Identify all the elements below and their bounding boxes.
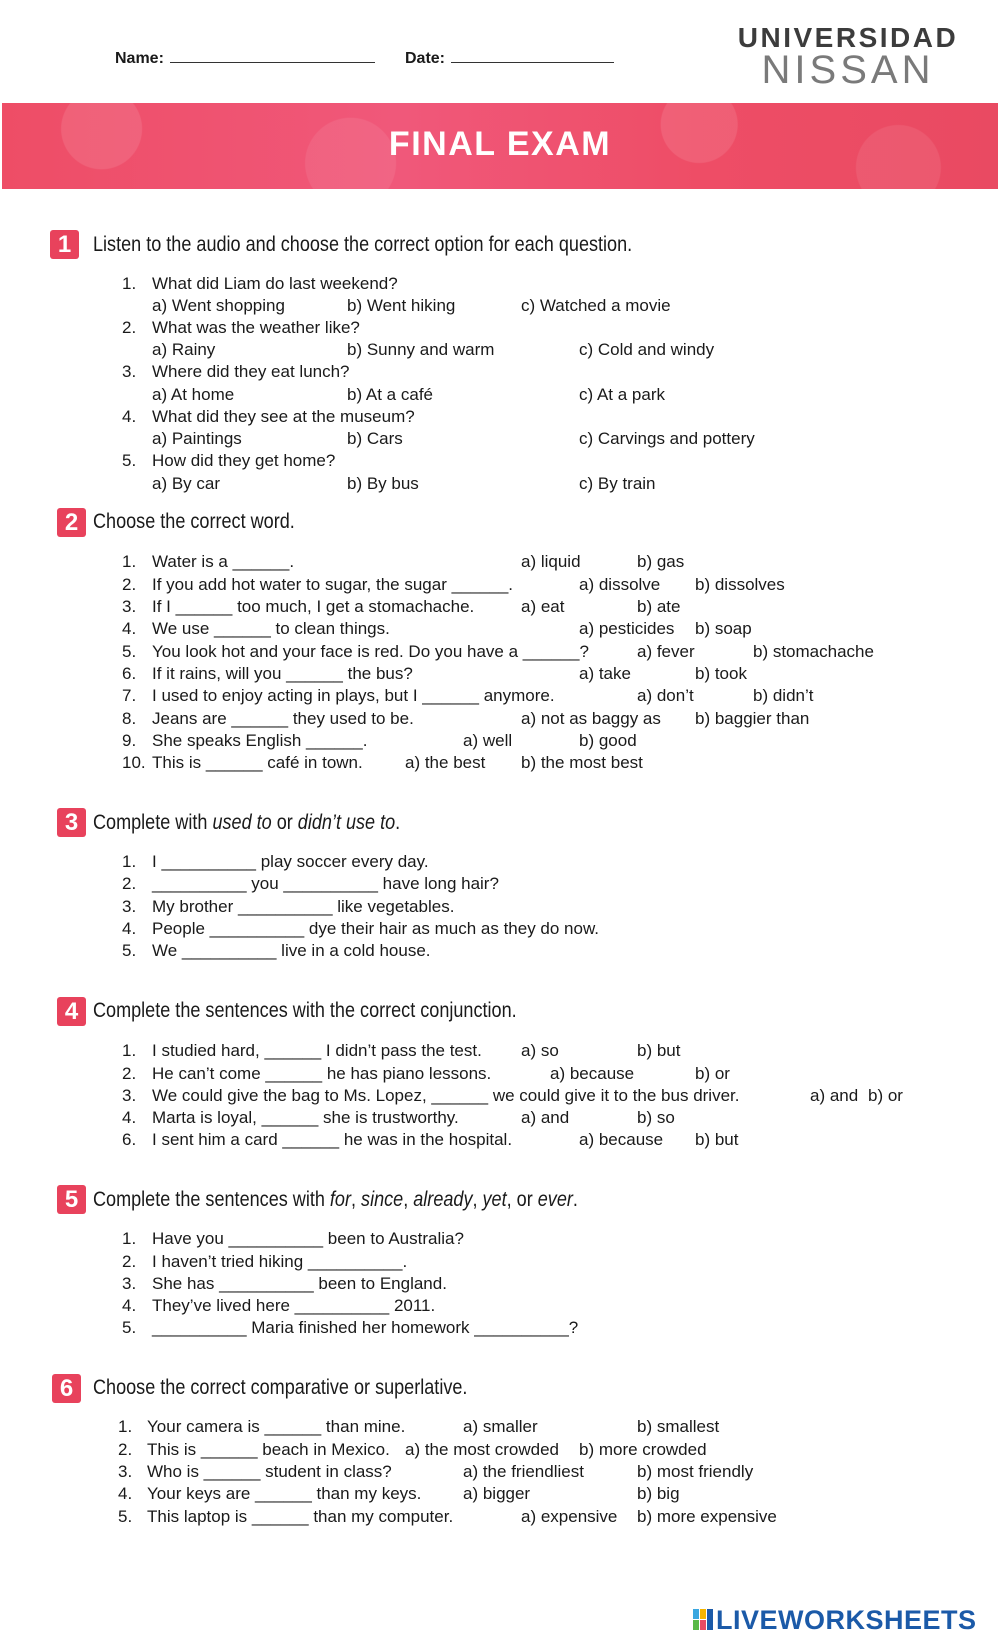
title-text: , [472,1188,483,1211]
question-text[interactable]: I __________ play soccer every day. [152,852,429,871]
option-b[interactable]: b) baggier than [695,709,810,728]
option-a[interactable]: a) pesticides [579,619,675,638]
section-3-badge: 3 [57,808,86,837]
option-b[interactable]: b) so [637,1108,675,1127]
section-5-title [93,1188,578,1212]
question-text: Water is a ______. [152,552,295,571]
question-number: 8. [122,709,137,728]
title-emphasis: for [329,1188,351,1211]
question-number: 7. [122,686,137,705]
question-text: Jeans are ______ they used to be. [152,709,414,728]
title-text: . [572,1188,578,1211]
section-5-badge: 5 [57,1185,86,1214]
option-b[interactable]: b) big [637,1484,680,1503]
option-a[interactable]: a) and [810,1086,859,1105]
question-number: 6. [122,1130,137,1149]
question-number: 10. [122,753,146,772]
question-text: What did they see at the museum? [152,407,415,426]
option-a[interactable]: a) the most crowded [405,1440,560,1459]
option-c[interactable]: c) By train [579,474,656,493]
section-2-badge: 2 [57,508,86,537]
question-text: If it rains, will you ______ the bus? [152,664,413,683]
question-text: If I ______ too much, I get a stomachache. [152,597,475,616]
option-b[interactable]: b) dissolves [695,575,785,594]
title-text: , [403,1188,414,1211]
date-label: Date: [405,50,446,67]
question-number: 4. [122,919,137,938]
option-a[interactable]: a) Paintings [152,429,242,448]
question-number: 3. [118,1462,133,1481]
option-a[interactable]: a) bigger [463,1484,531,1503]
option-b[interactable]: b) or [695,1064,730,1083]
question-number: 4. [122,407,137,426]
title-text: or [271,811,298,834]
option-b[interactable]: b) good [579,731,637,750]
option-b[interactable]: b) gas [637,552,685,571]
option-a[interactable]: a) At home [152,385,235,404]
option-a[interactable]: a) because [550,1064,635,1083]
option-a[interactable]: a) the best [405,753,486,772]
title-emphasis: since [361,1188,404,1211]
title-text: . [395,811,401,834]
question-text: This is ______ beach in Mexico. [147,1440,390,1459]
option-b[interactable]: b) but [695,1130,739,1149]
option-b[interactable]: b) Cars [347,429,403,448]
option-a[interactable]: a) because [579,1130,664,1149]
option-b[interactable]: b) most friendly [637,1462,754,1481]
option-a[interactable]: a) not as baggy as [521,709,661,728]
question-text: I used to enjoy acting in plays, but I ______ anymore. [152,686,555,705]
liveworksheets-mark-icon [692,1607,714,1633]
question-text: I studied hard, ______ I didn’t pass the test. [152,1041,482,1060]
question-number: 4. [122,619,137,638]
question-number: 2. [118,1440,133,1459]
question-number: 4. [122,1108,137,1127]
option-c[interactable]: c) Carvings and pottery [579,429,755,448]
option-b[interactable]: b) ate [637,597,681,616]
liveworksheets-logo[interactable] [692,1605,977,1636]
title-emphasis: yet [482,1188,507,1211]
option-a[interactable]: a) dissolve [579,575,661,594]
option-b[interactable]: b) smallest [637,1417,720,1436]
question-number: 5. [122,451,137,470]
title-banner [2,103,998,189]
question-number: 3. [122,362,137,381]
question-number: 5. [118,1507,133,1526]
option-b[interactable]: b) At a café [347,385,433,404]
liveworksheets-text: LIVEWORKSHEETS [716,1605,977,1635]
option-a[interactable]: a) Went shopping [152,296,285,315]
option-a[interactable]: a) fever [637,642,695,661]
option-b[interactable]: b) more expensive [637,1507,777,1526]
title-emphasis: used to [212,811,272,834]
question-number: 4. [122,1296,137,1315]
question-number: 2. [122,874,137,893]
question-number: 2. [122,1064,137,1083]
question-text: We could give the bag to Ms. Lopez, ______ we could give it to the bus driver. [152,1086,740,1105]
question-text: Where did they eat lunch? [152,362,350,381]
question-text[interactable]: I haven’t tried hiking __________. [152,1252,408,1271]
title-emphasis: didn’t use to [297,811,396,834]
question-number: 3. [122,1274,137,1293]
question-number: 1. [122,274,137,293]
option-a[interactable]: a) expensive [521,1507,618,1526]
section-6-badge: 6 [52,1374,81,1403]
section-1-title: Listen to the audio and choose the correct option for each question. [93,233,633,256]
question-text: If you add hot water to sugar, the sugar ______. [152,575,514,594]
logo-top-text: UNIVERSIDAD [737,22,959,53]
option-b[interactable]: b) By bus [347,474,419,493]
question-text: This is ______ café in town. [152,753,363,772]
question-text[interactable]: __________ you __________ have long hair? [152,874,499,893]
question-text: You look hot and your face is red. Do you have a ______? [152,642,589,661]
option-a[interactable]: a) so [521,1041,559,1060]
question-text[interactable]: My brother __________ like vegetables. [152,897,455,916]
question-text: We use ______ to clean things. [152,619,390,638]
question-number: 5. [122,941,137,960]
section-2-title: Choose the correct word. [93,510,295,533]
question-number: 5. [122,642,137,661]
question-text[interactable]: __________ Maria finished her homework __________? [152,1318,579,1337]
option-a[interactable]: a) liquid [521,552,581,571]
title-emphasis: ever [537,1188,573,1211]
question-text: What was the weather like? [152,318,360,337]
section-4-badge: 4 [57,997,86,1026]
question-text[interactable]: They’ve lived here __________ 2011. [152,1296,436,1315]
question-number: 3. [122,597,137,616]
option-b[interactable]: b) soap [695,619,752,638]
option-c[interactable]: c) Cold and windy [579,340,715,359]
name-label: Name: [115,50,164,67]
question-text: She speaks English ______. [152,731,368,750]
question-text: Who is ______ student in class? [147,1462,392,1481]
option-b[interactable]: b) didn’t [753,686,814,705]
question-number: 1. [122,1041,137,1060]
option-a[interactable]: a) the friendliest [463,1462,584,1481]
option-a[interactable]: a) eat [521,597,565,616]
title-text: Complete the sentences with [93,1188,330,1211]
section-6-title: Choose the correct comparative or superlative. [93,1376,468,1399]
question-number: 1. [122,1229,137,1248]
option-b[interactable]: b) more crowded [579,1440,707,1459]
option-b[interactable]: b) but [637,1041,681,1060]
question-text[interactable]: People __________ dye their hair as much as they do now. [152,919,600,938]
option-b[interactable]: b) Went hiking [347,296,456,315]
question-number: 2. [122,1252,137,1271]
name-blank[interactable] [170,62,375,63]
question-number: 9. [122,731,137,750]
name-field[interactable] [115,50,375,68]
option-a[interactable]: a) don’t [637,686,694,705]
date-blank[interactable] [451,62,614,63]
question-number: 3. [122,897,137,916]
question-text: He can’t come ______ he has piano lessons. [152,1064,492,1083]
question-number: 5. [122,1318,137,1337]
option-a[interactable]: a) smaller [463,1417,538,1436]
logo-bottom-text: NISSAN [761,48,935,92]
question-number: 6. [122,664,137,683]
question-number: 3. [122,1086,137,1105]
university-logo [730,22,966,93]
question-number: 2. [122,318,137,337]
question-number: 1. [122,552,137,571]
section-4-title: Complete the sentences with the correct conjunction. [93,999,517,1022]
question-text: Your camera is ______ than mine. [147,1417,406,1436]
exam-title: FINAL EXAM [388,125,612,163]
option-a[interactable]: a) and [521,1108,570,1127]
section-1-badge: 1 [50,230,79,259]
option-a[interactable]: a) take [579,664,631,683]
option-b[interactable]: b) the most best [521,753,643,772]
option-b[interactable]: b) Sunny and warm [347,340,495,359]
option-b[interactable]: b) took [695,664,747,683]
question-text[interactable]: Have you __________ been to Australia? [152,1229,464,1248]
question-text[interactable]: She has __________ been to England. [152,1274,447,1293]
option-c[interactable]: c) At a park [579,385,665,404]
option-c[interactable]: c) Watched a movie [521,296,671,315]
question-text: What did Liam do last weekend? [152,274,398,293]
question-text[interactable]: We __________ live in a cold house. [152,941,431,960]
question-text: This laptop is ______ than my computer. [147,1507,454,1526]
question-text: Marta is loyal, ______ she is trustworthy. [152,1108,459,1127]
title-text: , or [506,1188,538,1211]
section-3-title [93,811,400,835]
title-text: , [351,1188,362,1211]
date-field[interactable] [405,50,614,68]
option-a[interactable]: a) By car [152,474,221,493]
question-text: How did they get home? [152,451,336,470]
option-a[interactable]: a) well [463,731,513,750]
question-text: Your keys are ______ than my keys. [147,1484,422,1503]
question-number: 2. [122,575,137,594]
question-number: 1. [122,852,137,871]
question-text: I sent him a card ______ he was in the hospital. [152,1130,513,1149]
option-b[interactable]: b) stomachache [753,642,874,661]
title-text: Complete with [93,811,213,834]
option-b[interactable]: b) or [868,1086,903,1105]
title-emphasis: already [413,1188,473,1211]
question-number: 1. [118,1417,133,1436]
question-number: 4. [118,1484,133,1503]
option-a[interactable]: a) Rainy [152,340,216,359]
